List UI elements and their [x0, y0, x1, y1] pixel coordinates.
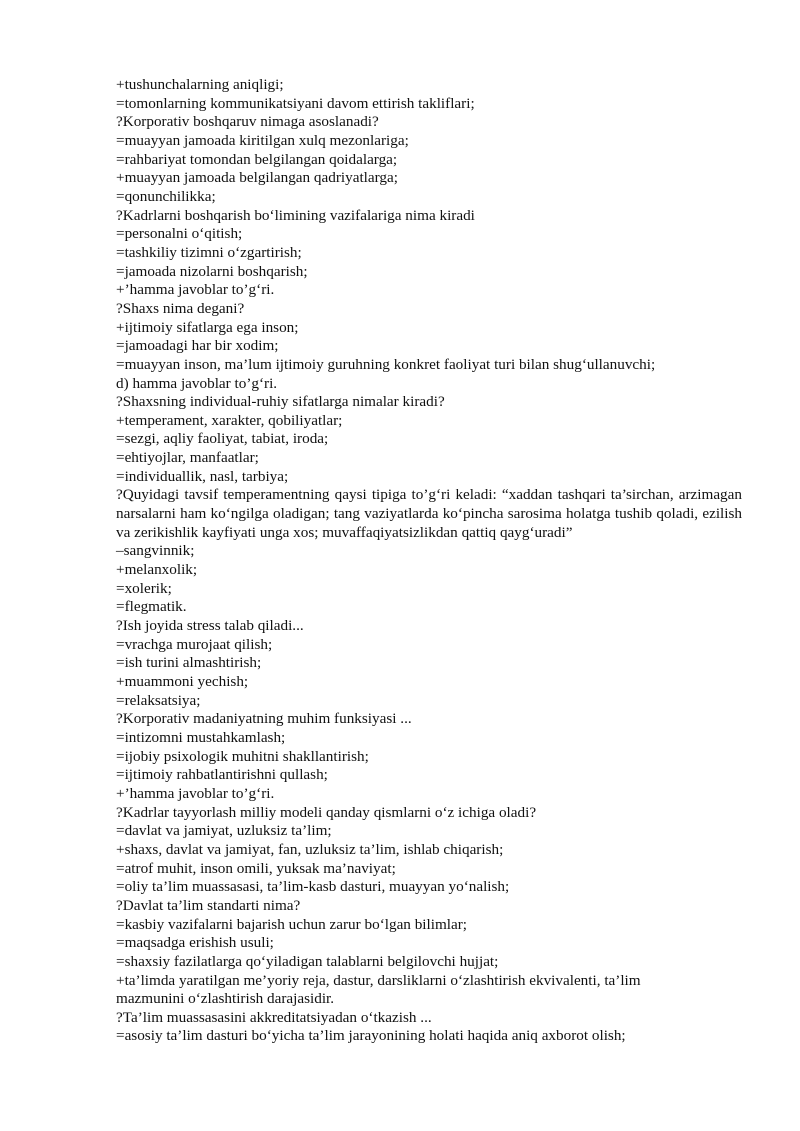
answer-line: =tashkiliy tizimni o‘zgartirish;	[116, 243, 302, 261]
question-paragraph: ?Quyidagi tavsif temperamentning qaysi tipiga to’g‘ri keladi: “xaddan tashqari ta’sirchan, arzimagan narsalarni ham ko‘ngilga oladigan; tang vaziyatlarda ko‘pincha sarosima holatga tushib qoladi, ezilish va zerikishlik kayfiyati unga xos; muvaffaqiyatsizlikdan qattiq qayg‘uradi”	[116, 486, 742, 541]
answer-line: =xolerik;	[116, 579, 172, 597]
answer-line: =davlat va jamiyat, uzluksiz ta’lim;	[116, 822, 332, 840]
answer-line: +ta’limda yaratilgan me’yoriy reja, dastur, darsliklarni o‘zlashtirish ekvivalenti, ta’lim	[116, 971, 641, 989]
answer-line: d) hamma javoblar to’g‘ri.	[116, 374, 278, 392]
answer-line: =muayyan inson, ma’lum ijtimoiy guruhning konkret faoliyat turi bilan shug‘ullanuvchi;	[116, 355, 656, 373]
answer-line: =vrachga murojaat qilish;	[116, 635, 273, 653]
answer-line: +’hamma javoblar to’g‘ri.	[116, 784, 275, 802]
question-line: ?Korporativ boshqaruv nimaga asoslanadi?	[116, 113, 379, 131]
text-line: =tomonlarning kommunikatsiyani davom ettirish takliflari;	[116, 94, 475, 112]
document-page	[116, 76, 742, 1046]
answer-line: =jamoadagi har bir xodim;	[116, 337, 279, 355]
answer-line: =ijtimoiy rahbatlantirishni qullash;	[116, 766, 328, 784]
answer-line: +shaxs, davlat va jamiyat, fan, uzluksiz ta’lim, ishlab chiqarish;	[116, 840, 504, 858]
answer-line: =oliy ta’lim muassasasi, ta’lim-kasb dasturi, muayyan yo‘nalish;	[116, 878, 510, 896]
question-line: ?Davlat ta’lim standarti nima?	[116, 896, 301, 914]
answer-line: +temperament, xarakter, qobiliyatlar;	[116, 411, 343, 429]
answer-line: +’hamma javoblar to’g‘ri.	[116, 281, 275, 299]
answer-line: =ehtiyojlar, manfaatlar;	[116, 449, 259, 467]
question-line: ?Ta’lim muassasasini akkreditatsiyadan o‘tkazish ...	[116, 1008, 432, 1026]
answer-line: +muayyan jamoada belgilangan qadriyatlarga;	[116, 169, 398, 187]
answer-line: =ish turini almashtirish;	[116, 654, 262, 672]
answer-line: =maqsadga erishish usuli;	[116, 934, 274, 952]
answer-line: =individuallik, nasl, tarbiya;	[116, 467, 289, 485]
answer-line: =jamoada nizolarni boshqarish;	[116, 262, 308, 280]
answer-line: =flegmatik.	[116, 598, 187, 616]
answer-line: =rahbariyat tomondan belgilangan qoidalarga;	[116, 150, 398, 168]
answer-line: =kasbiy vazifalarni bajarish uchun zarur bo‘lgan bilimlar;	[116, 915, 468, 933]
answer-line: =relaksatsiya;	[116, 691, 201, 709]
answer-line: =personalni o‘qitish;	[116, 225, 243, 243]
answer-line: =qonunchilikka;	[116, 187, 216, 205]
answer-line: +muammoni yechish;	[116, 673, 249, 690]
answer-line: +melanxolik;	[116, 561, 198, 579]
answer-line: =sezgi, aqliy faoliyat, tabiat, iroda;	[116, 430, 329, 448]
answer-line: –sangvinnik;	[116, 542, 195, 560]
answer-line: =ijobiy psixologik muhitni shakllantirish;	[116, 747, 369, 765]
question-line: ?Kadrlar tayyorlash milliy modeli qanday qismlarni o‘z ichiga oladi?	[116, 803, 537, 821]
question-line: ?Shaxs nima degani?	[116, 299, 245, 317]
answer-line: =muayyan jamoada kiritilgan xulq mezonlariga;	[116, 131, 409, 149]
text-line: +tushunchalarning aniqligi;	[116, 76, 284, 93]
answer-line: =asosiy ta’lim dasturi bo‘yicha ta’lim jarayonining holati haqida aniq axborot olish;	[116, 1027, 626, 1045]
question-line: ?Ish joyida stress talab qiladi...	[116, 617, 304, 635]
question-line: ?Shaxsning individual-ruhiy sifatlarga nimalar kiradi?	[116, 393, 445, 411]
answer-line: +ijtimoiy sifatlarga ega inson;	[116, 318, 299, 336]
answer-line: mazmunini o‘zlashtirish darajasidir.	[116, 990, 335, 1008]
question-line: ?Korporativ madaniyatning muhim funksiyasi ...	[116, 710, 412, 728]
answer-line: =intizomni mustahkamlash;	[116, 728, 286, 746]
question-line: ?Kadrlarni boshqarish bo‘limining vazifalariga nima kiradi	[116, 206, 475, 224]
answer-line: =shaxsiy fazilatlarga qo‘yiladigan talablarni belgilovchi hujjat;	[116, 952, 499, 970]
answer-line: =atrof muhit, inson omili, yuksak ma’naviyat;	[116, 859, 396, 877]
